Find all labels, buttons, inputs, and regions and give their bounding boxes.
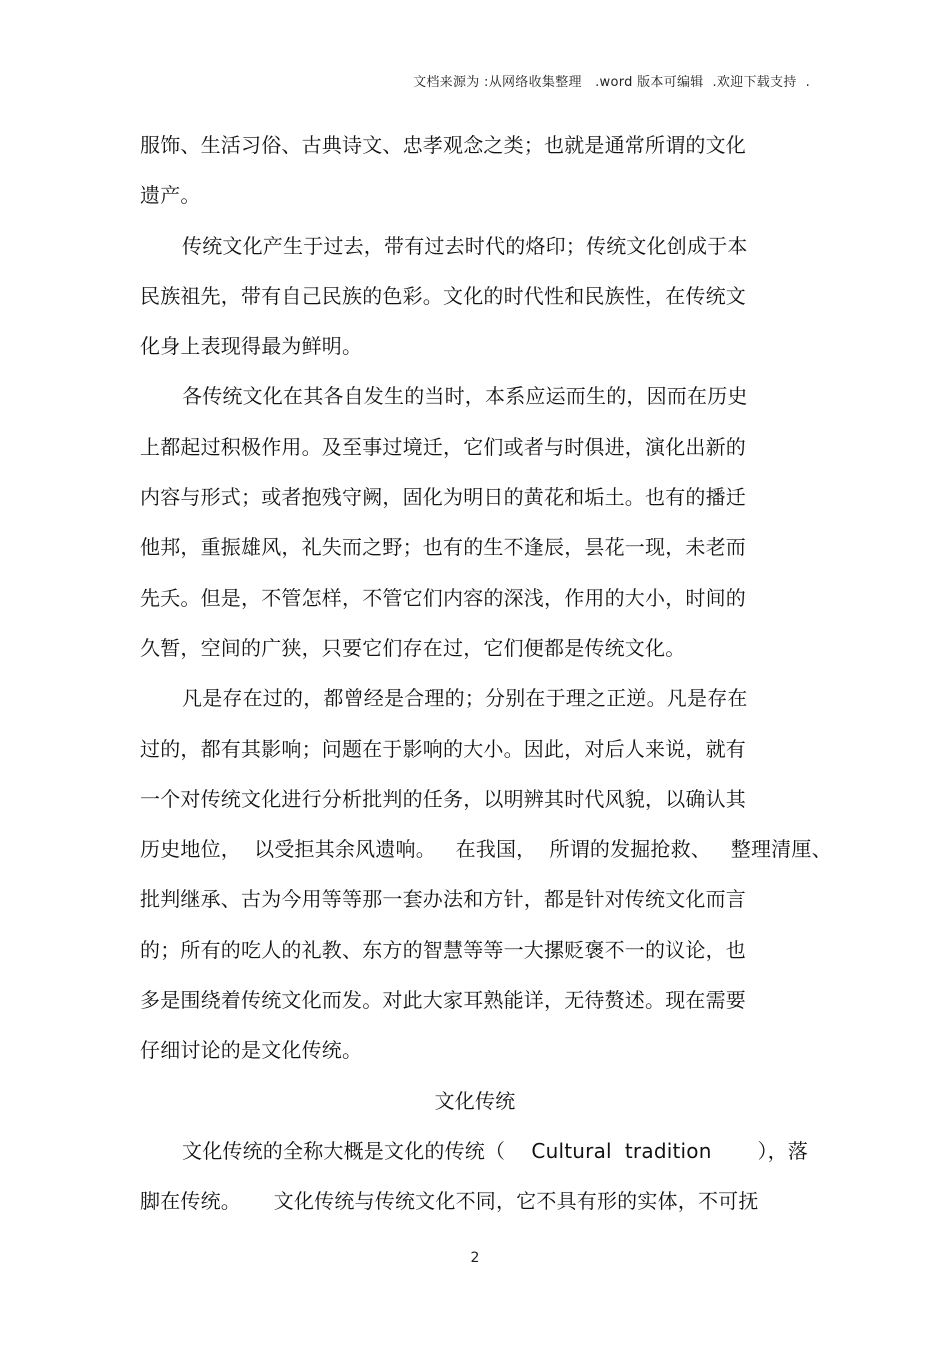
text-line: 批判继承、古为今用等等那一套办法和方针，都是针对传统文化而言 xyxy=(140,887,746,912)
page-number: 2 xyxy=(470,1250,480,1266)
paragraph-start-line: 文化传统的全称大概是文化的传统（ Cultural tradition ），落 xyxy=(182,1138,809,1163)
text-line: 久暂，空间的广狭，只要它们存在过，它们便都是传统文化。 xyxy=(140,635,686,660)
text-line: 历史地位， 以受拒其余风遗响。 在我国， 所谓的发掘抢救、 整理清厘、 xyxy=(140,837,832,862)
body-text xyxy=(140,120,832,1227)
section-heading: 文化传统 xyxy=(434,1088,516,1113)
text-line: 先夭。但是，不管怎样，不管它们内容的深浅，作用的大小，时间的 xyxy=(140,585,746,610)
paragraph-start-line: 传统文化产生于过去，带有过去时代的烙印；传统文化创成于本 xyxy=(182,233,748,258)
text-line: 遗产。 xyxy=(140,183,201,208)
text-line: 内容与形式；或者抱残守阙，固化为明日的黄花和垢土。也有的播迁 xyxy=(140,485,746,510)
text-line: 脚在传统。 文化传统与传统文化不同，它不具有形的实体，不可抚 xyxy=(140,1189,759,1214)
document-source-header: 文档来源为 :从网络收集整理 .word 版本可编辑 .欢迎下载支持 . xyxy=(413,75,810,90)
text-line: 他邦，重振雄风，礼失而之野；也有的生不逢辰，昙花一现，未老而 xyxy=(140,535,746,560)
text-line: 过的，都有其影响；问题在于影响的大小。因此，对后人来说，就有 xyxy=(140,736,746,761)
text-line: 服饰、生活习俗、古典诗文、忠孝观念之类；也就是通常所谓的文化 xyxy=(140,133,746,157)
text-line: 上都起过积极作用。及至事过境迁，它们或者与时俱进，演化出新的 xyxy=(140,434,746,459)
paragraph-start-line: 凡是存在过的，都曾经是合理的；分别在于理之正逆。凡是存在 xyxy=(182,686,748,711)
text-line: 一个对传统文化进行分析批判的任务，以明辨其时代风貌，以确认其 xyxy=(140,786,746,811)
text-line: 的；所有的吃人的礼教、东方的智慧等等一大摞贬褒不一的议论，也 xyxy=(140,937,746,962)
text-line: 化身上表现得最为鲜明。 xyxy=(140,334,363,359)
text-line: 多是围绕着传统文化而发。对此大家耳熟能详，无待赘述。现在需要 xyxy=(140,988,746,1013)
text-line: 民族祖先，带有自己民族的色彩。文化的时代性和民族性，在传统文 xyxy=(140,283,746,308)
paragraph-start-line: 各传统文化在其各自发生的当时，本系应运而生的，因而在历史 xyxy=(182,384,748,409)
text-line: 仔细讨论的是文化传统。 xyxy=(140,1038,363,1063)
